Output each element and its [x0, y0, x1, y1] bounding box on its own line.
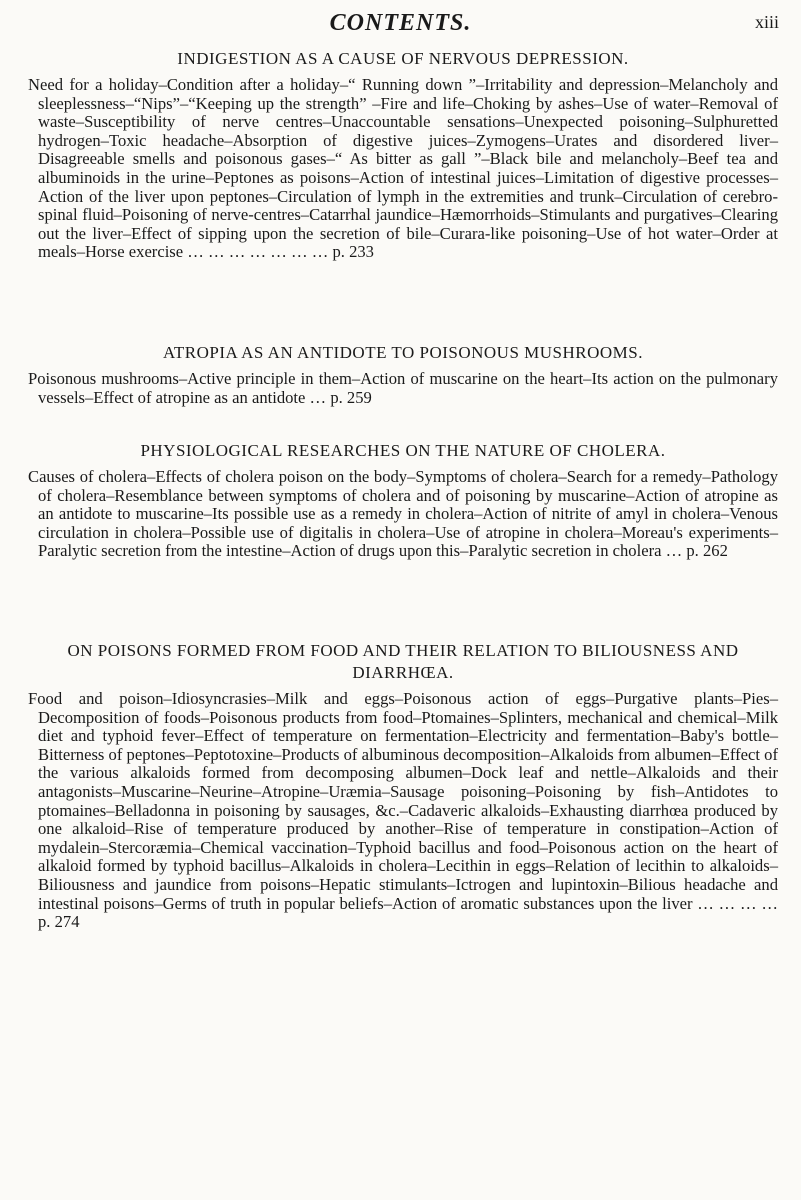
- section-summary: [28, 690, 778, 932]
- page-reference: p. 274: [38, 912, 80, 932]
- section-summary: [28, 76, 778, 262]
- contents-entry-atropia: [28, 342, 778, 407]
- section-title: INDIGESTION AS A CAUSE OF NERVOUS DEPRESSION.: [177, 49, 629, 68]
- section-body: Causes of cholera–Effects of cholera poison on the body–Symptoms of cholera–Search for a remedy–Pathology of cholera–Resemblance between symptoms of cholera and of poisoning by muscarine–Action of atropine as an antidote to muscarine–Its possible use as a remedy in cholera–Action of nitrite of amyl in cholera–Venous circulation in cholera–Possible use of digitalis in cholera–Use of atropine in cholera–Moreau's experiments–Paralytic secretion from the intestine–Action of drugs upon this–Paralytic secretion in cholera …: [28, 467, 778, 561]
- section-title: ON POISONS FORMED FROM FOOD AND THEIR RELATION TO BILIOUSNESS AND DIARRHŒA.: [67, 641, 739, 682]
- page-reference: p. 259: [330, 387, 372, 407]
- section-body: Poisonous mushrooms–Active principle in them–Action of muscarine on the heart–Its action on the pulmonary vessels–Effect of atropine as an antidote …: [28, 369, 778, 407]
- contents-entry-cholera: [28, 440, 778, 561]
- section-title: PHYSIOLOGICAL RESEARCHES ON THE NATURE OF CHOLERA.: [140, 441, 666, 460]
- running-head: CONTENTS.: [329, 10, 472, 36]
- section-summary: [28, 370, 778, 407]
- contents-entry-indigestion: [28, 48, 778, 262]
- section-body: Food and poison–Idiosyncrasies–Milk and eggs–Poisonous action of eggs–Purgative plants–Pies–Decomposition of foods–Poisonous products from food–Ptomaines–Splinters, mechanical and chemical–Milk diet and typhoid fever–Effect of temperature on fermentation–Electricity and fermentation–Baby's bottle–Bitterness of peptones–Peptotoxine–Products of albuminous decomposition–Alkaloids from albumen–Effect of the various alkaloids formed from decomposing albumen–Dock leaf and nettle–Alkaloids and their antagonists–Muscarine–Neurine–Atropine–Uræmia–Sausage poisoning–Poisoning by fish–Antidotes to ptomaines–Belladonna in poisoning by sausages, &c.–Cadaveric alkaloids–Exhausting diarrhœa produced by one alkaloid–Rise of temperature produced by another–Rise of temperature in constipation–Action of mydalein–Stercoræmia–Chemical vaccination–Typhoid bacillus and food–Poisonous action on the heart of alkaloid formed by typhoid bacillus–Alkaloids in cholera–Lecithin in eggs–Relation of lecithin to alkaloids–Biliousness and jaundice from poisons–Hepatic stimulants–Ictrogen and lupintoxin–Bilious headache and intestinal poisons–Germs of truth in popular beliefs–Action of aromatic substances upon the liver … … … …: [28, 689, 778, 913]
- page-number: xiii: [754, 12, 779, 32]
- section-body: Need for a holiday–Condition after a holiday–“ Running down ”–Irritability and depression–Melancholy and sleeplessness–“Nips”–“Keeping up the strength” –Fire and life–Choking by ashes–Use of water–Removal of waste–Susceptibility of nerve centres–Unaccountable sensations–Unexpected poisoning–Sulphuretted hydrogen–Toxic headache–Absorption of digestive juices–Zymogens–Urates and disordered liver–Disagreeable smells and poisonous gases–“ As bitter as gall ”–Black bile and melancholy–Beef tea and albuminoids in the urine–Peptones as poisons–Action of intestinal juices–Limitation of digestive processes–Action of the liver upon peptones–Circulation of lymph in the extremities and trunk–Circulation of cerebro-spinal fluid–Poisoning of nerve-centres–Catarrhal jaundice–Hæmorrhoids–Stimulants and purgatives–Clearing out the liver–Effect of sipping upon the secretion of bile–Curara-like poisoning–Use of hot water–Order at meals–Horse exercise … … … … … … …: [28, 75, 778, 262]
- page-reference: p. 262: [686, 541, 728, 561]
- section-summary: [28, 468, 778, 561]
- page-reference: p. 233: [332, 242, 374, 262]
- contents-entry-food-poisons: [28, 640, 778, 932]
- section-title: ATROPIA AS AN ANTIDOTE TO POISONOUS MUSHROOMS.: [162, 343, 644, 362]
